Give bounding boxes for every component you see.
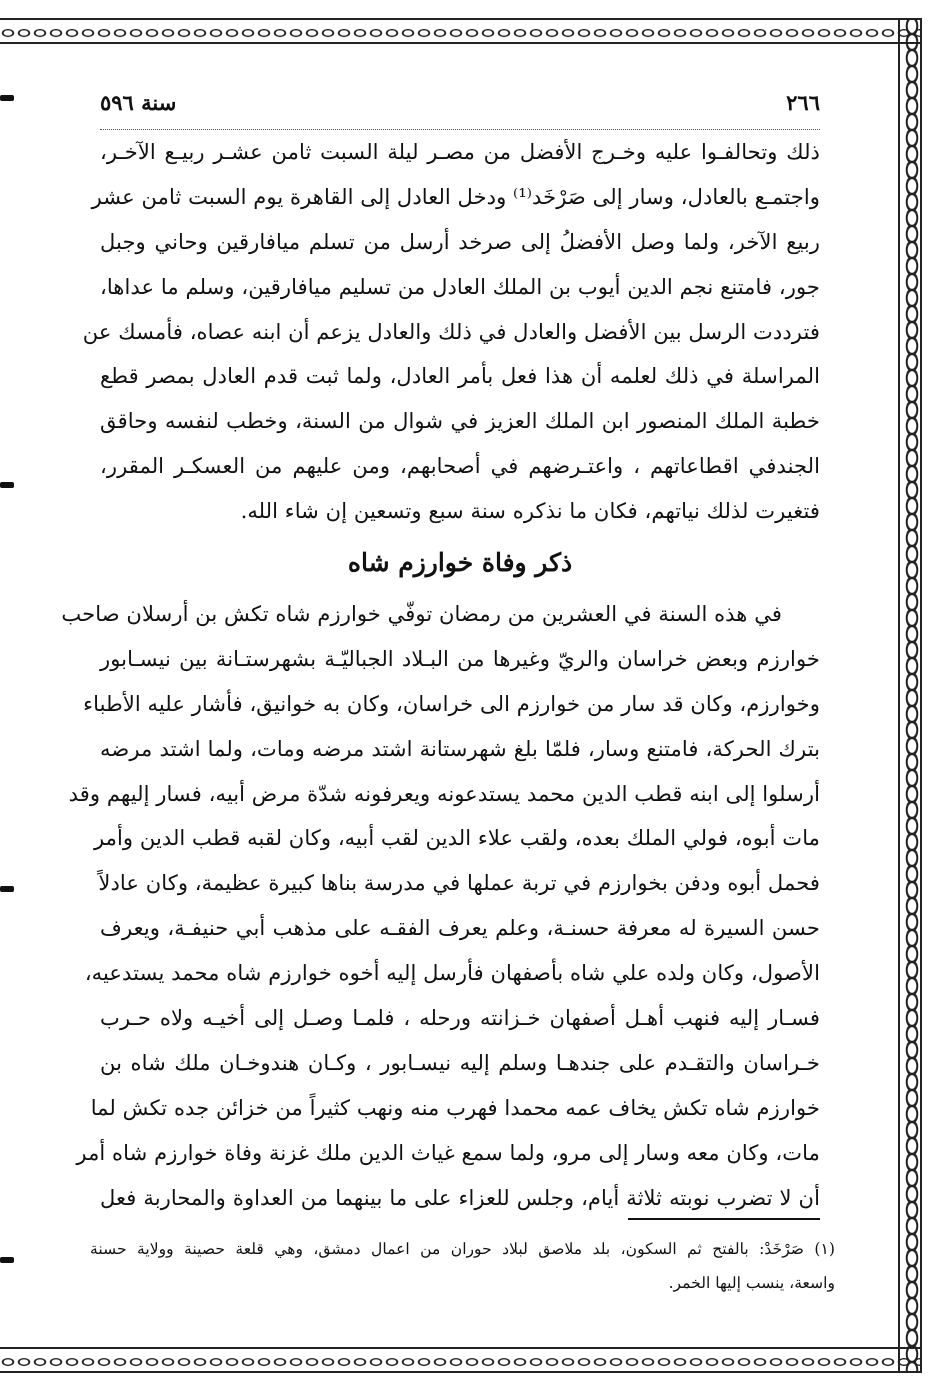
text-line: مات أبوه، فولي الملك بعده، ولقب علاء الدين لقب أبيه، وكان لقبه قطب الدين وأمر (93, 825, 820, 851)
text-line: أن لا تضرب نوبته ثلاثة أيام، وجلس للعزاء على ما بينهما من العداوة والمحاربة فعل (100, 1184, 820, 1210)
ornamental-border-top (0, 18, 922, 44)
year-label: سنة ٥٩٦ (100, 90, 177, 115)
text-line: الجندفي اقطاعاتهم ، واعتـرضهم في أصحابهم، ومن عليهم من العسكـر المقرر، (100, 453, 820, 479)
text-line: خوارزم وبعض خراسان والريّ وغيرها من البـلاد الجباليّـة بشهرستـانة بين نيسـابور (100, 645, 820, 671)
paragraph-1 (82, 130, 820, 534)
text-line: فسـار إليه فنهب أهـل أصفهان خـزانته ورحله ، فلمـا وصـل إلى أخيـه ولاه حـرب (100, 1005, 820, 1031)
text-line: الأصول، وكان ولده علي شاه بأصفهان فأرسل إليه أخوه خوارزم شاه محمد يستدعيه، (84, 960, 820, 986)
text-line: خطبة الملك المنصور ابن الملك العزيز في شوال من السنة، وخطب لنفسه وحاقق (100, 408, 820, 434)
page-number: ٢٦٦ (786, 90, 820, 115)
text-line: خوارزم شاه تكش يخاف عمه محمدا فهرب منه ونهب كثيراً من خزائن جده تكش لما (90, 1094, 820, 1120)
text-line: جور، فامتنع نجم الدين أيوب بن الملك العادل من تسليم ميافارقين، وسلم ما عداها، (100, 273, 820, 299)
text-line: المراسلة في ذلك لعلمه أن هذا فعل بأمر العادل، ولما ثبت قدم العادل بمصر قطع (100, 363, 820, 389)
paragraph-2 (61, 592, 820, 1220)
scan-margin-mark (0, 95, 14, 101)
scan-margin-mark (0, 1257, 14, 1263)
main-text-block (61, 90, 820, 1220)
footnote-line: واسعة، ينسب إليها الخمر. (668, 1274, 835, 1292)
scan-margin-mark (0, 482, 14, 488)
footnote-line: (١) صَرْخَدْ: بالفتح ثم السكون، بلد ملاصق لبلاد حوران من اعمال دمشق، وهي قلعة حصينة وولاية حسنة (90, 1240, 835, 1258)
footnotes (90, 1232, 835, 1300)
text-line: أرسلوا إلى ابنه قطب الدين محمد يستدعونه ويعرفونه شدّة مرض أبيه، فسار إليهم وقد (68, 780, 820, 806)
text-line: فتغيرت لذلك نياتهم، فكان ما نذكره سنة سبع وتسعين إن شاء الله. (240, 498, 820, 524)
text-line: خـراسان والتقـدم على جندهـا وسلم إليه نيسـابور ، وكـان هندوخـان ملك شاه بن (100, 1049, 820, 1075)
ornamental-border-bottom (0, 1347, 922, 1373)
text-line: بترك الحركة، فامتنع وسار، فلمّا بلغ شهرستانة اشتد مرضه ومات، ولما اشتد مرضه (100, 735, 820, 761)
text-line: فحمل أبوه ودفن بخوارزم في تربة عملها في مدرسة بناها كبيرة عظيمة، وكان عادلاً (98, 870, 820, 896)
text-line: ربيع الآخر، ولما وصل الأفضلُ إلى صرخد أرسل من تسلم ميافارقين وحاني وجبل (100, 228, 820, 254)
section-title: ذكر وفاة خوارزم شاه (347, 548, 573, 578)
scan-margin-mark (0, 886, 14, 892)
text-line: في هذه السنة في العشرين من رمضان توفّي خوارزم شاه تكش بن أرسلان صاحب (61, 601, 782, 627)
ornamental-border-right (898, 18, 922, 1373)
text-line: ذلك وتحالفـوا عليه وخـرج الأفضل من مصـر ليلة السبت ثامن عشـر ربيـع الآخـر، (100, 139, 820, 164)
text-line: فترددت الرسل بين الأفضل والعادل في ذلك والعادل يزعم أن ابنه عصاه، فأمسك عن (82, 318, 820, 344)
text-line: واجتمـع بالعادل، وسار إلى صَرْخَد⁽¹⁾ ودخل العادل إلى القاهرة يوم السبت ثامن عشر (91, 183, 820, 209)
running-header (100, 90, 820, 130)
text-line: حسن السيرة له معرفة حسنـة، وعلم يعرف الفقـه على مذهب أبي حنيفـة، ويعرف (100, 915, 820, 941)
text-line: وخوارزم، وكان قد سار من خوارزم الى خراسان، وكان به خوانيق، فأشار عليه الأطباء (83, 690, 820, 716)
text-line: مات، وكان معه وسار إلى مرو، ولما سمع غياث الدين ملك غزنة وفاة خوارزم شاه أمر (76, 1139, 820, 1165)
footnote-separator (628, 1218, 820, 1220)
